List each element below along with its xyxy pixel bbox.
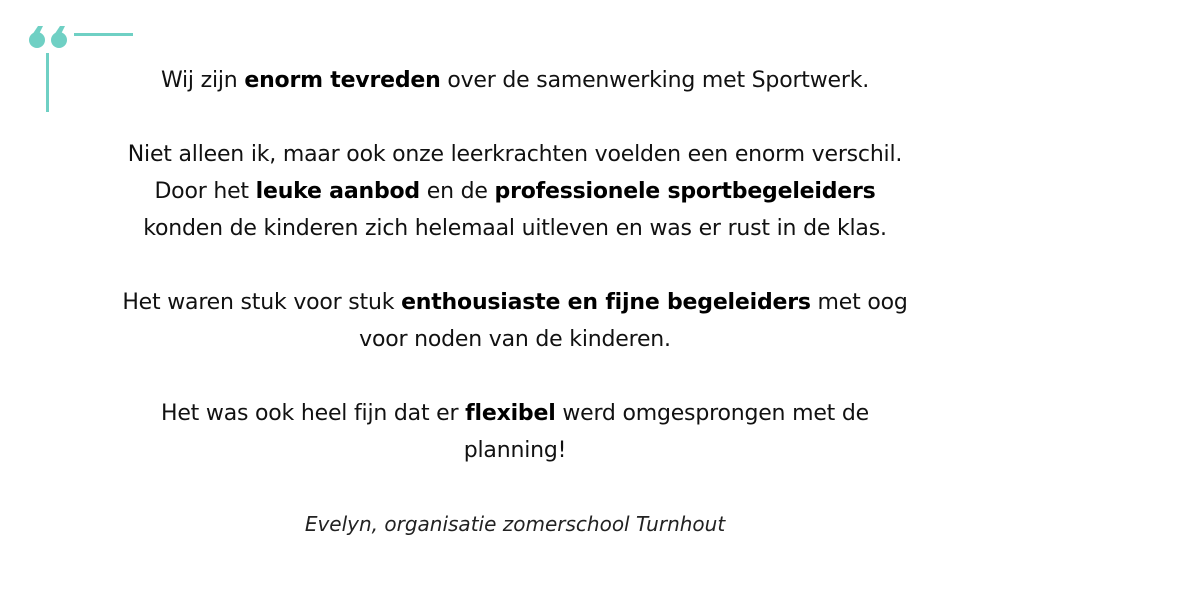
quote-text: werd omgesprongen met de bbox=[555, 401, 869, 426]
quote-paragraph bbox=[40, 284, 990, 358]
quote-text: Door het bbox=[154, 179, 256, 204]
quote-text: met oog bbox=[810, 290, 908, 315]
quote-highlight: enorm tevreden bbox=[244, 68, 441, 93]
quote-icon bbox=[28, 26, 70, 50]
quote-text: Het was ook heel fijn dat er bbox=[161, 401, 466, 426]
quote-text: planning! bbox=[463, 438, 567, 463]
quote-text: over de samenwerking met Sportwerk. bbox=[440, 68, 870, 93]
testimonial-quote bbox=[40, 62, 990, 469]
quote-text: en de bbox=[419, 179, 495, 204]
quote-text: konden de kinderen zich helemaal uitleven en was er rust in de klas. bbox=[143, 216, 887, 241]
testimonial-author: Evelyn, organisatie zomerschool Turnhout bbox=[304, 512, 726, 536]
quote-paragraph bbox=[40, 136, 990, 247]
quote-text: Wij zijn bbox=[160, 68, 245, 93]
quote-highlight: leuke aanbod bbox=[255, 179, 420, 204]
quote-text: voor noden van de kinderen. bbox=[359, 327, 671, 352]
quote-paragraph bbox=[40, 395, 990, 469]
quote-divider-horizontal bbox=[74, 33, 133, 36]
quote-text: Het waren stuk voor stuk bbox=[122, 290, 402, 315]
quote-highlight: flexibel bbox=[465, 401, 556, 426]
quote-highlight: enthousiaste en fijne begeleiders bbox=[401, 290, 811, 315]
quote-paragraph bbox=[40, 62, 990, 99]
quote-highlight: professionele sportbegeleiders bbox=[494, 179, 876, 204]
quote-text: Niet alleen ik, maar ook onze leerkrachten voelden een enorm verschil. bbox=[127, 142, 903, 167]
